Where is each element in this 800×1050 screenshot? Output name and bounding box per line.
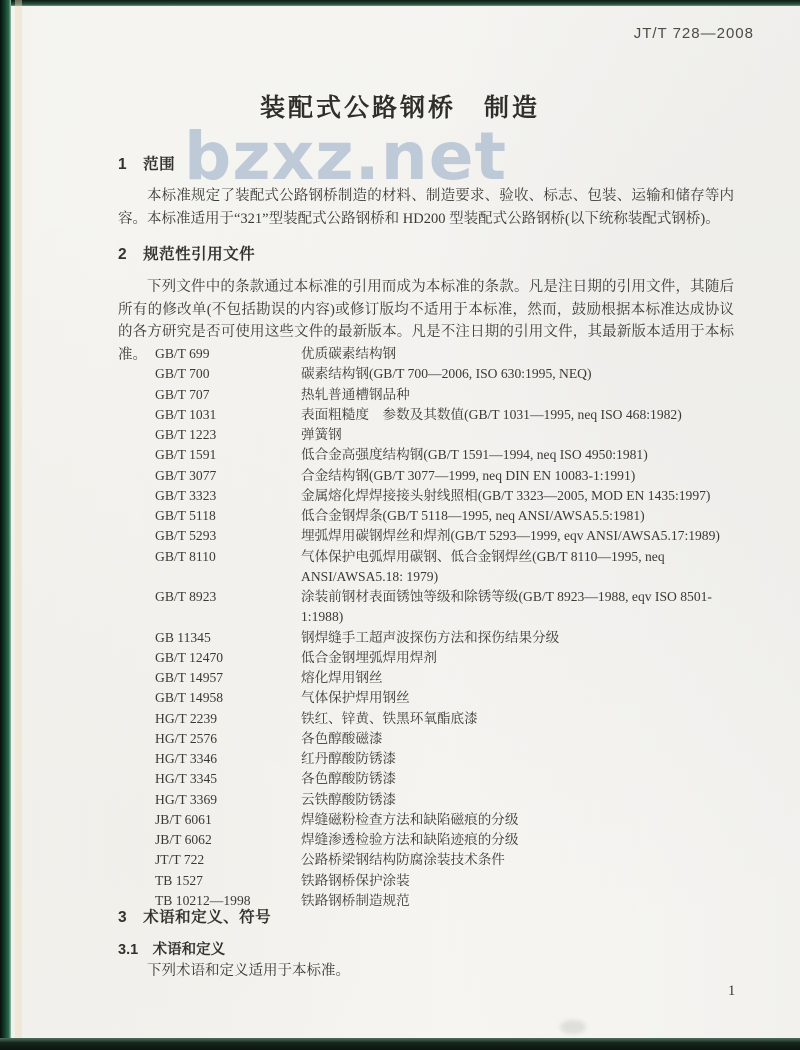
reference-code: GB/T 3323 xyxy=(155,487,217,503)
reference-row xyxy=(155,688,735,708)
reference-title: 低合金高强度结构钢(GB/T 1591—1994, neq ISO 4950:1981) xyxy=(301,447,648,463)
reference-row xyxy=(155,466,735,486)
reference-code: GB/T 1031 xyxy=(155,406,217,422)
reference-title: 金属熔化焊焊接接头射线照相(GB/T 3323—2005, MOD EN 1435:1997) xyxy=(301,487,711,503)
reference-code: JB/T 6061 xyxy=(155,811,212,827)
document-title: 装配式公路钢桥 制造 xyxy=(259,94,540,122)
reference-row xyxy=(155,729,735,749)
reference-title: 低合金钢焊条(GB/T 5118—1995, neq ANSI/AWSA5.5:1981) xyxy=(301,508,645,523)
reference-code: GB/T 14957 xyxy=(155,670,224,685)
reference-code: GB/T 700 xyxy=(155,366,210,382)
reference-row xyxy=(155,405,735,425)
reference-code: HG/T 3369 xyxy=(155,791,218,807)
reference-code: TB 10212—1998 xyxy=(155,892,251,908)
reference-title: 表面粗糙度 参数及其数值(GB/T 1031—1995, neq ISO 468:1982) xyxy=(301,406,682,422)
reference-title: 热轧普通槽钢品种 xyxy=(301,386,410,402)
reference-row xyxy=(155,668,735,688)
reference-code: HG/T 3346 xyxy=(155,751,218,766)
scope-paragraph-1: 本标准规定了装配式公路钢桥制造的材料、制造要求、验收、标志、包装、运输和储存等内容。 xyxy=(118,188,734,227)
reference-title: 涂装前钢材表面锈蚀等级和除锈等级(GB/T 8923—1988, eqv ISO 8501-1:1988) xyxy=(301,589,712,625)
reference-row xyxy=(155,830,735,850)
scope-paragraph-2: 本标准适用于“321”型装配式公路钢桥和 HD200 型装配式公路钢桥(以下统称装配式钢桥)。 xyxy=(147,211,720,227)
page-number: 1 xyxy=(728,983,736,999)
reference-row xyxy=(155,871,735,891)
reference-code: JT/T 722 xyxy=(155,852,205,868)
reference-title: 碳素结构钢(GB/T 700—2006, ISO 630:1995, NEQ) xyxy=(301,366,592,382)
reference-title: 合金结构钢(GB/T 3077—1999, neq DIN EN 10083-1:1991) xyxy=(301,467,636,483)
reference-title: 铁路钢桥保护涂装 xyxy=(301,872,410,888)
terms-paragraph: 下列术语和定义适用于本标准。 xyxy=(147,963,350,979)
reference-code: GB/T 1223 xyxy=(155,427,217,442)
reference-title: 气体保护焊用钢丝 xyxy=(301,690,410,706)
reference-code: GB/T 699 xyxy=(155,346,210,361)
reference-code: GB/T 3077 xyxy=(155,467,217,483)
reference-title: 各色醇酸磁漆 xyxy=(301,730,383,746)
reference-row xyxy=(155,445,735,465)
reference-title: 各色醇酸防锈漆 xyxy=(301,771,397,787)
section-3-heading: 3 术语和定义、符号 xyxy=(118,909,272,926)
reference-row xyxy=(155,364,735,384)
reference-title: 优质碳素结构钢 xyxy=(301,346,397,361)
reference-code: GB 11345 xyxy=(155,629,211,645)
section-2-heading: 2 规范性引用文件 xyxy=(118,246,256,263)
reference-code: GB/T 5293 xyxy=(155,528,217,544)
reference-title: 云铁醇酸防锈漆 xyxy=(301,791,397,807)
standard-code: JT/T 728—2008 xyxy=(633,25,754,42)
reference-row xyxy=(155,628,735,648)
references-intro: 下列文件中的条款通过本标准的引用而成为本标准的条款。凡是注日期的引用文件，其随后所有的修改单(不包括勘误的内容)或修订版均不适用于本标准，然而，鼓励根据本标准达成协议的各方研究是否可使用这些文件的最新版本。凡是不注日期的引用文件，其最新版本适用于本标准。 xyxy=(118,279,734,363)
reference-row xyxy=(155,526,735,546)
reference-title: 铁路钢桥制造规范 xyxy=(301,892,410,908)
reference-row xyxy=(155,749,735,769)
reference-title: 焊缝渗透检验方法和缺陷迹痕的分级 xyxy=(301,832,519,847)
reference-list xyxy=(155,344,735,911)
reference-code: JB/T 6062 xyxy=(155,832,212,847)
reference-code: GB/T 14958 xyxy=(155,690,224,706)
watermark-bzxz: bzxz.net xyxy=(184,118,508,195)
reference-row xyxy=(155,506,735,526)
section-3-1-heading: 3.1 术语和定义 xyxy=(118,942,226,958)
reference-row xyxy=(155,385,735,405)
reference-title: 钢焊缝手工超声波探伤方法和探伤结果分级 xyxy=(301,629,560,645)
reference-code: GB/T 1591 xyxy=(155,447,217,463)
reference-row xyxy=(155,790,735,810)
reference-title: 埋弧焊用碳钢焊丝和焊剂(GB/T 5293—1999, eqv ANSI/AWSA5.17:1989) xyxy=(301,528,720,544)
reference-row xyxy=(155,648,735,668)
reference-row xyxy=(155,850,735,870)
reference-row xyxy=(155,769,735,789)
reference-code: HG/T 3345 xyxy=(155,771,218,787)
reference-title: 焊缝磁粉检查方法和缺陷磁痕的分级 xyxy=(301,811,519,827)
reference-code: HG/T 2239 xyxy=(155,710,218,726)
reference-title: 气体保护电弧焊用碳钢、低合金钢焊丝(GB/T 8110—1995, neq ANSI/AWSA5.18: 1979) xyxy=(301,548,665,584)
reference-row xyxy=(155,810,735,830)
reference-row xyxy=(155,344,735,364)
reference-row xyxy=(155,486,735,506)
reference-row xyxy=(155,425,735,445)
section-1-heading: 1 范围 xyxy=(118,156,176,173)
reference-title: 低合金钢埋弧焊用焊剂 xyxy=(301,649,437,665)
reference-row xyxy=(155,709,735,729)
reference-code: TB 1527 xyxy=(155,872,203,888)
reference-title: 铁红、锌黄、铁黑环氧酯底漆 xyxy=(301,710,478,726)
reference-title: 公路桥梁钢结构防腐涂装技术条件 xyxy=(301,852,505,868)
reference-title: 弹簧钢 xyxy=(301,427,342,442)
reference-code: GB/T 12470 xyxy=(155,649,224,665)
reference-row xyxy=(155,547,735,588)
reference-title: 红丹醇酸防锈漆 xyxy=(301,751,397,766)
reference-code: GB/T 8923 xyxy=(155,589,217,604)
reference-code: GB/T 5118 xyxy=(155,508,216,523)
reference-row xyxy=(155,587,735,628)
reference-title: 熔化焊用钢丝 xyxy=(301,670,383,685)
reference-code: GB/T 8110 xyxy=(155,548,216,564)
reference-code: GB/T 707 xyxy=(155,386,210,402)
reference-code: HG/T 2576 xyxy=(155,730,218,746)
